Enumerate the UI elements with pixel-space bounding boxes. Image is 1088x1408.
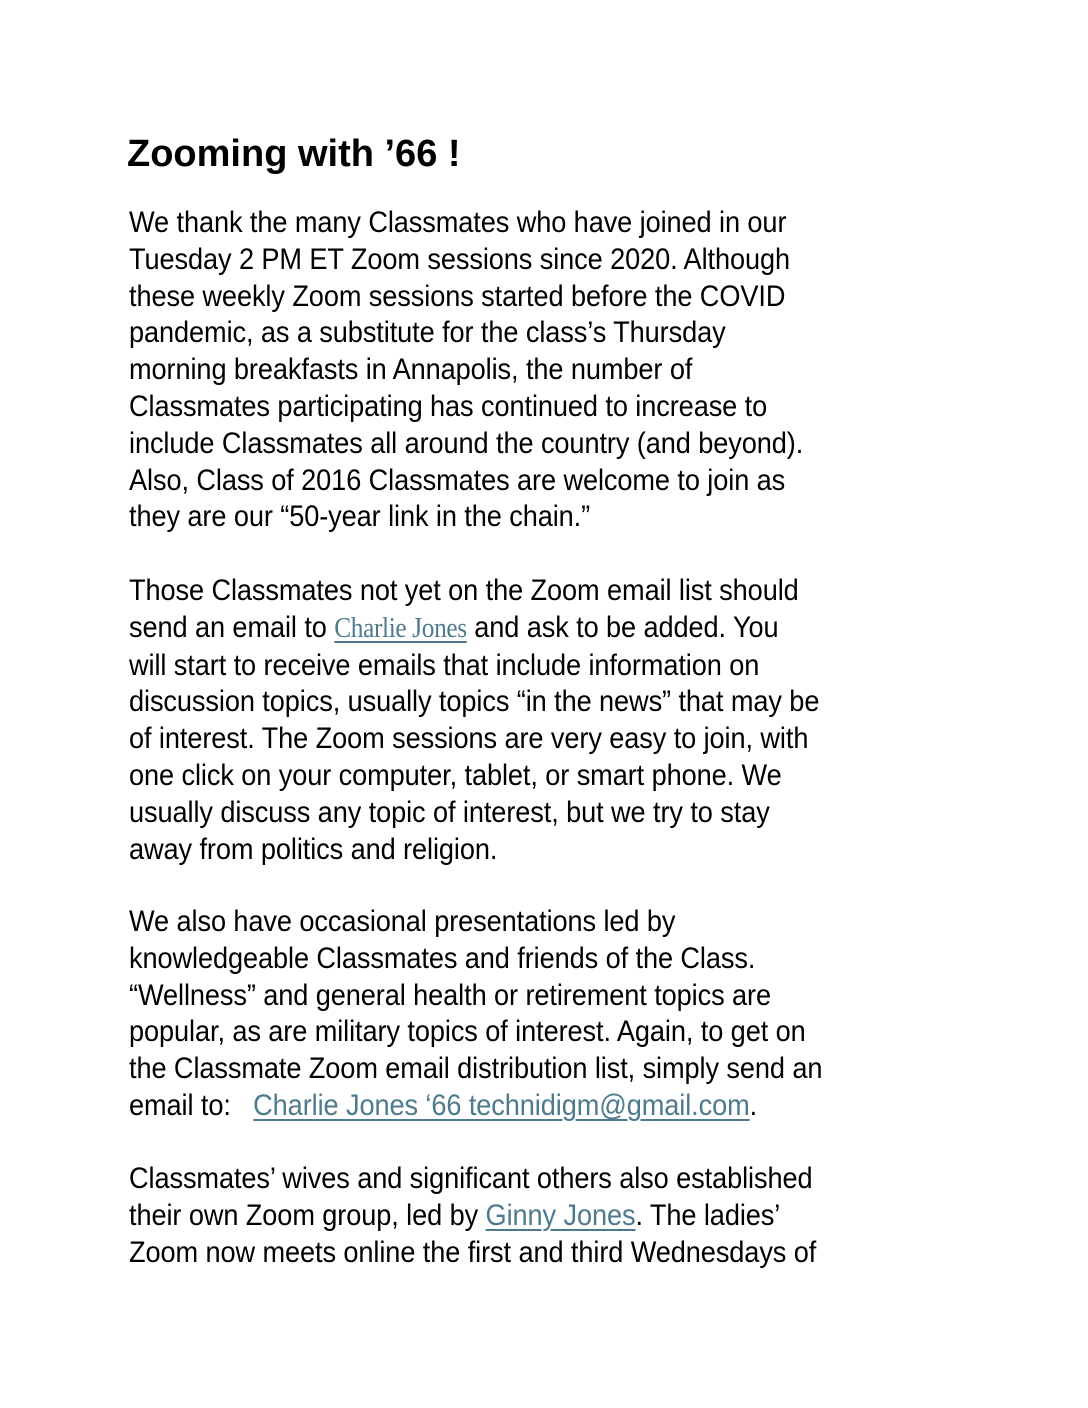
text-segment: and ask to be added. You: [466, 610, 779, 644]
text-line: We thank the many Classmates who have joined in our: [129, 206, 787, 239]
text-line: popular, as are military topics of interest. Again, to get on: [129, 1015, 806, 1049]
text-segment: their own Zoom group, led by: [129, 1198, 486, 1232]
text-line: morning breakfasts in Annapolis, the number of: [129, 353, 693, 387]
text-line: “Wellness” and general health or retirement topics are: [129, 978, 772, 1012]
text-line: these weekly Zoom sessions started before the COVID: [129, 279, 786, 313]
text-line: Classmates participating has continued to increase to: [129, 389, 768, 423]
text-line: usually discuss any topic of interest, but we try to stay: [129, 795, 770, 829]
text-line: Classmates’ wives and significant others also established: [129, 1162, 813, 1195]
text-line: will start to receive emails that include information on: [129, 648, 760, 682]
text-line: We also have occasional presentations led by: [129, 905, 676, 938]
text-line: they are our “50-year link in the chain.”: [129, 500, 591, 534]
text-line: Zoom now meets online the first and third Wednesdays of: [129, 1235, 817, 1269]
text-line: include Classmates all around the country (and beyond).: [129, 426, 804, 460]
text-line-with-link: [129, 1198, 944, 1235]
text-line: Tuesday 2 PM ET Zoom sessions since 2020. Although: [129, 242, 791, 276]
text-line: of interest. The Zoom sessions are very easy to join, with: [129, 722, 809, 756]
text-line: knowledgeable Classmates and friends of the Class.: [129, 941, 756, 975]
paragraph-presentations: [129, 904, 1029, 1125]
text-segment: send an email to: [129, 610, 335, 644]
paragraph-intro: [129, 205, 1029, 536]
text-line: one click on your computer, tablet, or smart phone. We: [129, 758, 782, 792]
page-title: Zooming with ’66 !: [127, 133, 461, 175]
paragraph-ladies-zoom: [129, 1161, 1029, 1271]
text-segment: . The ladies’: [635, 1198, 781, 1232]
text-segment: .: [749, 1088, 758, 1122]
text-line: away from politics and religion.: [129, 832, 498, 866]
charlie-jones-link[interactable]: Charlie Jones: [334, 612, 467, 644]
text-line-with-link: [129, 1088, 944, 1125]
text-line: the Classmate Zoom email distribution list, simply send an: [129, 1052, 823, 1086]
text-line: Also, Class of 2016 Classmates are welcome to join as: [129, 463, 786, 497]
text-line: Those Classmates not yet on the Zoom email list should: [129, 574, 799, 607]
text-line: pandemic, as a substitute for the class’s Thursday: [129, 316, 726, 350]
text-segment: email to:: [129, 1088, 254, 1122]
text-line: discussion topics, usually topics “in the news” that may be: [129, 685, 820, 719]
charlie-jones-email-link[interactable]: Charlie Jones ‘66 technidigm@gmail.com: [253, 1088, 750, 1122]
ginny-jones-link[interactable]: Ginny Jones: [485, 1198, 636, 1232]
text-line-with-link: [129, 610, 944, 648]
paragraph-email-list: [129, 573, 1029, 868]
